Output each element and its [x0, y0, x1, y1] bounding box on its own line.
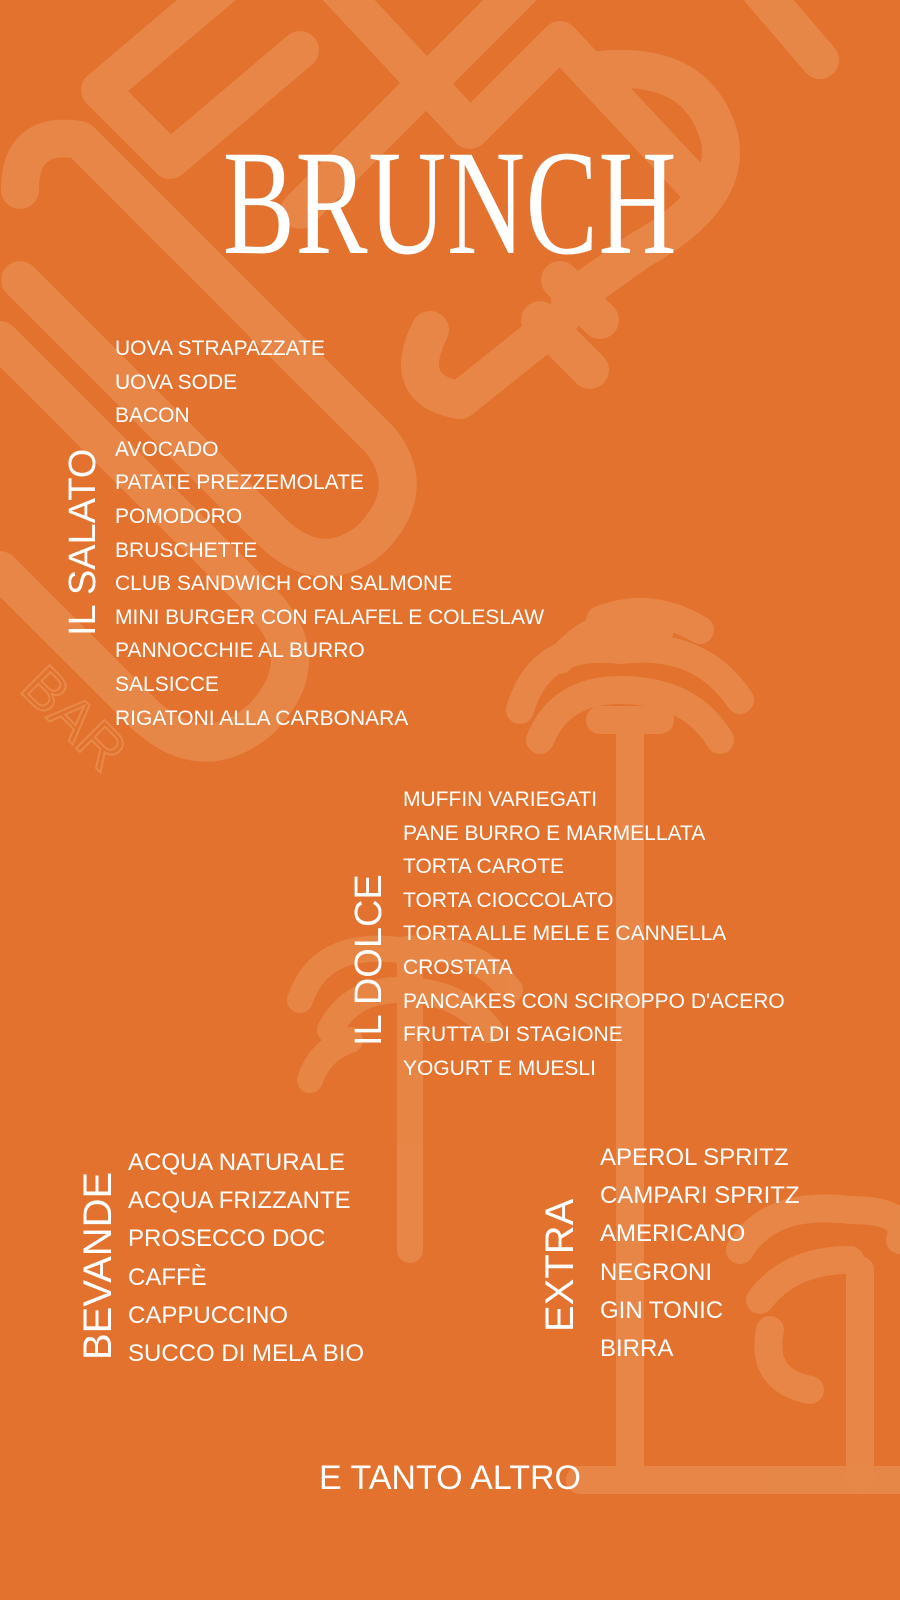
footer-text: E TANTO ALTRO [319, 1459, 581, 1497]
menu-item: SUCCO DI MELA BIO [128, 1339, 365, 1367]
menu-item: FRUTTA DI STAGIONE [403, 1023, 623, 1047]
section-label-extra: EXTRA [538, 1198, 582, 1332]
menu-item: UOVA STRAPAZZATE [115, 337, 326, 360]
menu-item: PANE BURRO E MARMELLATA [403, 821, 706, 845]
menu-item: ACQUA NATURALE [128, 1149, 345, 1176]
menu-item: TORTA ALLE MELE E CANNELLA [403, 922, 727, 946]
menu-item: CAFFÈ [128, 1263, 207, 1291]
dolce-list [403, 783, 785, 1085]
menu-item: MINI BURGER CON FALAFEL E COLESLAW [115, 605, 545, 629]
menu-item: AMERICANO [600, 1220, 746, 1248]
menu-item: PATATE PREZZEMOLATE [115, 471, 364, 495]
menu-item: BIRRA [600, 1334, 674, 1362]
menu-item: CROSTATA [403, 955, 513, 979]
menu-item: AVOCADO [115, 437, 219, 461]
menu-item: BRUSCHETTE [115, 538, 258, 562]
menu-item: POMODORO [115, 504, 243, 528]
menu-item: MUFFIN VARIEGATI [403, 788, 598, 811]
menu-item: APEROL SPRITZ [600, 1144, 789, 1171]
menu-item: BACON [115, 404, 190, 428]
menu-item: UOVA SODE [115, 370, 238, 394]
menu-title: BRUNCH [222, 120, 678, 286]
menu-item: TORTA CIOCCOLATO [403, 888, 614, 912]
extra-list [600, 1139, 800, 1368]
menu-item: YOGURT E MUESLI [403, 1056, 596, 1080]
menu-item: PROSECCO DOC [128, 1225, 326, 1253]
menu-item: PANCAKES CON SCIROPPO D'ACERO [403, 989, 785, 1013]
bevande-list [128, 1144, 364, 1373]
section-label-dolce: IL DOLCE [348, 874, 390, 1046]
menu-item: ACQUA FRIZZANTE [128, 1187, 351, 1215]
menu-item: PANNOCCHIE AL BURRO [115, 639, 365, 663]
menu-item: GIN TONIC [600, 1296, 724, 1324]
menu-item: RIGATONI ALLA CARBONARA [115, 706, 409, 730]
salato-list [115, 332, 544, 735]
watermark-text: BAR [8, 653, 140, 784]
menu-item: CAMPARI SPRITZ [600, 1182, 800, 1210]
menu-item: SALSICCE [115, 672, 219, 696]
section-label-salato: IL SALATO [62, 448, 104, 636]
menu-item: CAPPUCCINO [128, 1301, 289, 1329]
section-label-bevande: BEVANDE [76, 1171, 120, 1360]
menu-item: TORTA CAROTE [403, 855, 565, 879]
menu-item: NEGRONI [600, 1258, 713, 1286]
menu-item: CLUB SANDWICH CON SALMONE [115, 572, 453, 596]
